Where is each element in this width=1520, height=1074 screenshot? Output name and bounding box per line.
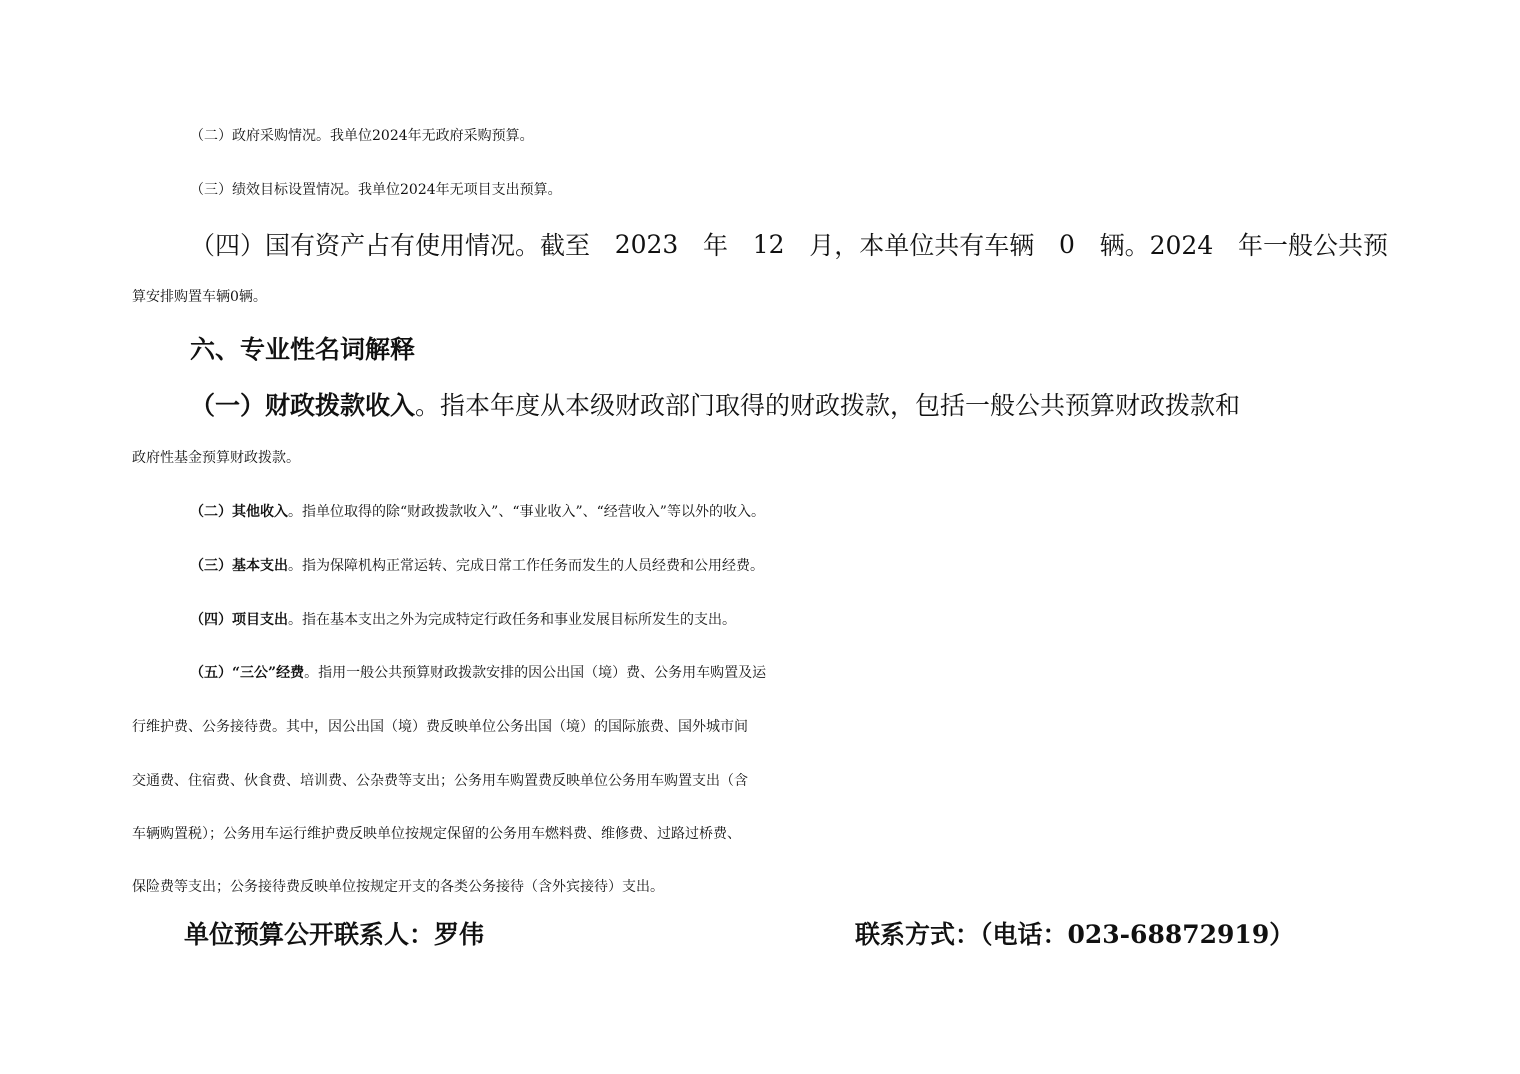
term-basic-expense-title: （三）基本支出 (190, 558, 288, 574)
term-three-public-line3: 交通费、住宿费、伙食费、培训费、公杂费等支出；公务用车购置费反映单位公务用车购置支出（含 (132, 773, 748, 789)
assets-text-part: （四）国有资产占有使用情况。截至 (190, 231, 591, 260)
term-project-expense-definition: 。指在基本支出之外为完成特定行政任务和事业发展目标所发生的支出。 (288, 612, 736, 628)
contact-person: 单位预算公开联系人：罗伟 (184, 920, 485, 949)
assets-month: 12 (752, 229, 785, 259)
paragraph-performance (0, 163, 1520, 217)
term-three-public-line4: 车辆购置税）；公务用车运行维护费反映单位按规定保留的公务用车燃料费、维修费、过路过桥费、 (132, 826, 741, 842)
term-three-public-definition: 。指用一般公共预算财政拨款安排的因公出国（境）费、公务用车购置及运 (304, 665, 767, 681)
term-project-expense-title: （四）项目支出 (190, 612, 288, 628)
paragraph-procurement (0, 109, 1520, 163)
term-project-expense (0, 593, 1520, 647)
section-heading: 六、专业性名词解释 (190, 335, 416, 364)
term-three-public-line1 (0, 646, 1520, 700)
term-three-public-title: （五）“三公”经费 (190, 665, 305, 681)
term-basic-expense-definition: 。指为保障机构正常运转、完成日常工作任务而发生的人员经费和公用经费。 (288, 558, 764, 574)
term-three-public-line5: 保险费等支出；公务接待费反映单位按规定开支的各类公务接待（含外宾接待）支出。 (132, 879, 664, 895)
assets-vehicle-count: 0 (1059, 229, 1075, 259)
performance-lead: （三）绩效目标设置情况。 (190, 182, 358, 198)
term-other-income-title: （二）其他收入 (190, 504, 288, 520)
assets-text-part: 辆。2024 (1099, 231, 1214, 260)
term-fiscal-title: （一）财政拨款收入 (190, 391, 416, 420)
procurement-text: 我单位2024年无政府采购预算。 (330, 128, 534, 144)
paragraph-assets-line2: 算安排购置车辆0辆。 (132, 289, 267, 305)
term-other-income (0, 485, 1520, 539)
contact-method: 联系方式：（电话：023-68872919） (855, 920, 1295, 949)
assets-year: 2023 (614, 229, 679, 259)
performance-text: 我单位2024年无项目支出预算。 (358, 182, 562, 198)
term-fiscal-line1 (190, 377, 1388, 431)
assets-text-part: 年 (703, 231, 729, 260)
assets-text-part: 月，本单位共有车辆 (809, 231, 1035, 260)
term-other-income-definition: 。指单位取得的除“财政拨款收入”、“事业收入”、“经营收入”等以外的收入。 (288, 504, 765, 520)
assets-text-part: 年一般公共预 (1237, 231, 1388, 260)
term-three-public-line2: 行维护费、公务接待费。其中，因公出国（境）费反映单位公务出国（境）的国际旅费、国外城市间 (132, 719, 748, 735)
term-fiscal-line2: 政府性基金预算财政拨款。 (132, 450, 300, 466)
term-fiscal-definition: 。指本年度从本级财政部门取得的财政拨款，包括一般公共预算财政拨款和 (415, 391, 1241, 420)
procurement-lead: （二）政府采购情况。 (190, 128, 330, 144)
term-basic-expense (0, 539, 1520, 593)
paragraph-assets-line1 (190, 217, 1388, 271)
